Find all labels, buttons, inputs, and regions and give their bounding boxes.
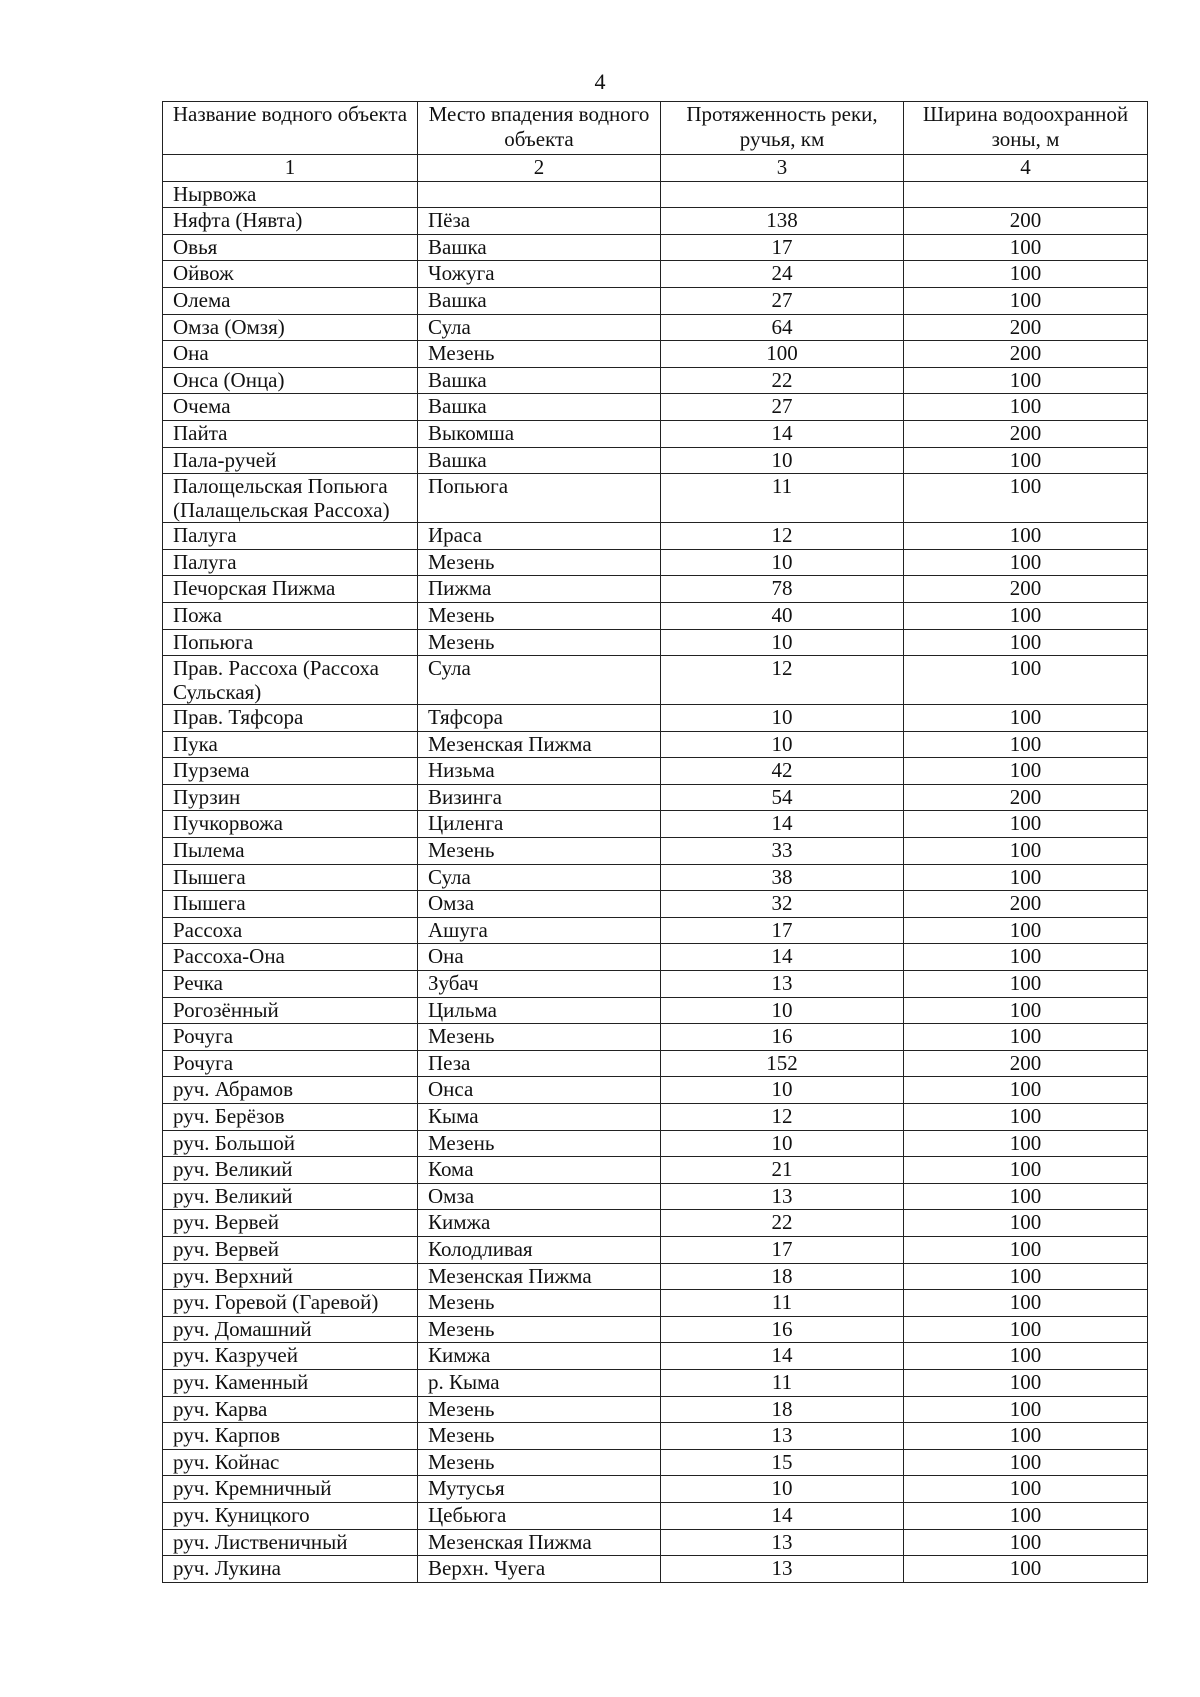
header-water-body-name: Название водного объекта: [163, 102, 418, 155]
cell-water-body-name: руч. Лиственичный: [163, 1529, 418, 1556]
cell-protection-zone-width: 200: [904, 341, 1148, 368]
cell-water-body-name: руч. Большой: [163, 1130, 418, 1157]
table-row: [163, 420, 1148, 447]
cell-protection-zone-width: 100: [904, 917, 1148, 944]
table-row: [163, 864, 1148, 891]
cell-river-length: 54: [661, 784, 904, 811]
cell-confluence-place: Мезень: [418, 629, 661, 656]
table-row: [163, 971, 1148, 998]
table-header-row: [163, 102, 1148, 155]
table-row: [163, 656, 1148, 705]
cell-protection-zone-width: 200: [904, 420, 1148, 447]
cell-protection-zone-width: 100: [904, 1476, 1148, 1503]
cell-confluence-place: Пёза: [418, 208, 661, 235]
header-confluence-place: Место впадения водного объекта: [418, 102, 661, 155]
cell-protection-zone-width: 200: [904, 891, 1148, 918]
cell-protection-zone-width: 100: [904, 1024, 1148, 1051]
cell-confluence-place: Мезень: [418, 1316, 661, 1343]
cell-protection-zone-width: 100: [904, 1449, 1148, 1476]
header-river-length: Протяженность реки, ручья, км: [661, 102, 904, 155]
cell-protection-zone-width: 100: [904, 1369, 1148, 1396]
cell-protection-zone-width: 100: [904, 261, 1148, 288]
table-row: [163, 1024, 1148, 1051]
cell-water-body-name: Пышега: [163, 891, 418, 918]
cell-confluence-place: Тяфсора: [418, 705, 661, 732]
cell-confluence-place: Мезень: [418, 1130, 661, 1157]
table-row: [163, 341, 1148, 368]
cell-water-body-name: руч. Куницкого: [163, 1502, 418, 1529]
cell-water-body-name: руч. Великий: [163, 1157, 418, 1184]
cell-protection-zone-width: 100: [904, 629, 1148, 656]
cell-water-body-name: Очема: [163, 394, 418, 421]
cell-confluence-place: Кома: [418, 1157, 661, 1184]
cell-protection-zone-width: 100: [904, 1263, 1148, 1290]
table-row: [163, 1077, 1148, 1104]
cell-protection-zone-width: 100: [904, 602, 1148, 629]
cell-water-body-name: Рогозённый: [163, 997, 418, 1024]
cell-confluence-place: Выкомша: [418, 420, 661, 447]
cell-protection-zone-width: 100: [904, 1316, 1148, 1343]
cell-water-body-name: руч. Койнас: [163, 1449, 418, 1476]
table-row: [163, 1263, 1148, 1290]
table-row: [163, 784, 1148, 811]
table-row: [163, 394, 1148, 421]
cell-protection-zone-width: 100: [904, 997, 1148, 1024]
column-number-row: [163, 155, 1148, 182]
table-row: [163, 1157, 1148, 1184]
table-row: [163, 523, 1148, 550]
column-number: 2: [418, 155, 661, 182]
cell-river-length: 16: [661, 1024, 904, 1051]
cell-river-length: 18: [661, 1396, 904, 1423]
cell-protection-zone-width: 100: [904, 367, 1148, 394]
cell-confluence-place: Мезенская Пижма: [418, 1263, 661, 1290]
cell-river-length: 17: [661, 234, 904, 261]
header-protection-zone-width: Ширина водоохранной зоны, м: [904, 102, 1148, 155]
cell-river-length: 11: [661, 474, 904, 523]
cell-water-body-name: руч. Вервей: [163, 1236, 418, 1263]
cell-protection-zone-width: 100: [904, 1157, 1148, 1184]
cell-water-body-name: Рассоха-Она: [163, 944, 418, 971]
cell-confluence-place: Попьюга: [418, 474, 661, 523]
cell-confluence-place: Вашка: [418, 394, 661, 421]
cell-river-length: 12: [661, 523, 904, 550]
cell-confluence-place: Вашка: [418, 234, 661, 261]
cell-river-length: 17: [661, 917, 904, 944]
cell-water-body-name: Речка: [163, 971, 418, 998]
cell-water-body-name: Овья: [163, 234, 418, 261]
cell-confluence-place: Мезень: [418, 1449, 661, 1476]
cell-confluence-place: Цебьюга: [418, 1502, 661, 1529]
cell-river-length: 10: [661, 629, 904, 656]
cell-river-length: 14: [661, 1343, 904, 1370]
cell-river-length: 22: [661, 1210, 904, 1237]
table-row: [163, 1502, 1148, 1529]
table-row: [163, 234, 1148, 261]
cell-confluence-place: р. Кыма: [418, 1369, 661, 1396]
cell-water-body-name: Пала-ручей: [163, 447, 418, 474]
cell-confluence-place: Вашка: [418, 367, 661, 394]
cell-river-length: 27: [661, 287, 904, 314]
cell-protection-zone-width: 100: [904, 1343, 1148, 1370]
cell-protection-zone-width: 100: [904, 287, 1148, 314]
table-row: [163, 1343, 1148, 1370]
cell-water-body-name: Рассоха: [163, 917, 418, 944]
cell-protection-zone-width: 100: [904, 1423, 1148, 1450]
cell-confluence-place: Ашуга: [418, 917, 661, 944]
cell-water-body-name: руч. Верхний: [163, 1263, 418, 1290]
cell-water-body-name: Палощельская Попьюга (Палащельская Рассоха): [163, 474, 418, 523]
table-row: [163, 1050, 1148, 1077]
cell-water-body-name: Олема: [163, 287, 418, 314]
cell-water-body-name: Прав. Тяфсора: [163, 705, 418, 732]
cell-river-length: 152: [661, 1050, 904, 1077]
cell-water-body-name: руч. Лукина: [163, 1556, 418, 1583]
cell-river-length: 40: [661, 602, 904, 629]
cell-water-body-name: руч. Карпов: [163, 1423, 418, 1450]
cell-water-body-name: Рочуга: [163, 1050, 418, 1077]
cell-confluence-place: Мезень: [418, 1290, 661, 1317]
cell-confluence-place: Она: [418, 944, 661, 971]
cell-river-length: 14: [661, 1502, 904, 1529]
cell-water-body-name: Няфта (Нявта): [163, 208, 418, 235]
table-row: [163, 1183, 1148, 1210]
cell-protection-zone-width: [904, 181, 1148, 208]
cell-confluence-place: Мезенская Пижма: [418, 731, 661, 758]
cell-confluence-place: Чожуга: [418, 261, 661, 288]
cell-river-length: 15: [661, 1449, 904, 1476]
cell-confluence-place: Ираса: [418, 523, 661, 550]
cell-protection-zone-width: 100: [904, 731, 1148, 758]
table-row: [163, 705, 1148, 732]
cell-confluence-place: Цильма: [418, 997, 661, 1024]
cell-river-length: 10: [661, 549, 904, 576]
cell-protection-zone-width: 100: [904, 758, 1148, 785]
table-row: [163, 1236, 1148, 1263]
cell-river-length: 38: [661, 864, 904, 891]
cell-confluence-place: Кимжа: [418, 1343, 661, 1370]
cell-protection-zone-width: 100: [904, 1556, 1148, 1583]
table-row: [163, 1290, 1148, 1317]
cell-water-body-name: Пожа: [163, 602, 418, 629]
cell-river-length: [661, 181, 904, 208]
cell-river-length: 13: [661, 1556, 904, 1583]
cell-protection-zone-width: 200: [904, 784, 1148, 811]
cell-protection-zone-width: 100: [904, 1529, 1148, 1556]
cell-water-body-name: Палуга: [163, 523, 418, 550]
cell-protection-zone-width: 100: [904, 811, 1148, 838]
cell-river-length: 14: [661, 420, 904, 447]
table-row: [163, 1369, 1148, 1396]
cell-protection-zone-width: 200: [904, 1050, 1148, 1077]
table-row: [163, 944, 1148, 971]
cell-confluence-place: Сула: [418, 656, 661, 705]
cell-water-body-name: руч. Кремничный: [163, 1476, 418, 1503]
cell-river-length: 12: [661, 656, 904, 705]
cell-water-body-name: Пайта: [163, 420, 418, 447]
cell-confluence-place: Мезень: [418, 602, 661, 629]
column-number: 4: [904, 155, 1148, 182]
cell-protection-zone-width: 100: [904, 1236, 1148, 1263]
table-row: [163, 1423, 1148, 1450]
cell-river-length: 10: [661, 997, 904, 1024]
cell-river-length: 10: [661, 1476, 904, 1503]
cell-protection-zone-width: 100: [904, 864, 1148, 891]
cell-confluence-place: Мезень: [418, 838, 661, 865]
cell-water-body-name: Печорская Пижма: [163, 576, 418, 603]
cell-protection-zone-width: 100: [904, 656, 1148, 705]
table-row: [163, 1449, 1148, 1476]
cell-water-body-name: Пука: [163, 731, 418, 758]
cell-protection-zone-width: 100: [904, 549, 1148, 576]
cell-protection-zone-width: 100: [904, 1210, 1148, 1237]
cell-river-length: 13: [661, 971, 904, 998]
cell-protection-zone-width: 100: [904, 234, 1148, 261]
cell-water-body-name: руч. Абрамов: [163, 1077, 418, 1104]
cell-confluence-place: Мезень: [418, 1423, 661, 1450]
cell-confluence-place: Омза: [418, 891, 661, 918]
cell-water-body-name: Рочуга: [163, 1024, 418, 1051]
cell-river-length: 138: [661, 208, 904, 235]
cell-river-length: 42: [661, 758, 904, 785]
cell-confluence-place: Онса: [418, 1077, 661, 1104]
cell-river-length: 22: [661, 367, 904, 394]
cell-river-length: 16: [661, 1316, 904, 1343]
cell-protection-zone-width: 100: [904, 971, 1148, 998]
cell-confluence-place: Кыма: [418, 1104, 661, 1131]
cell-river-length: 10: [661, 1130, 904, 1157]
cell-river-length: 12: [661, 1104, 904, 1131]
table-row: [163, 314, 1148, 341]
cell-protection-zone-width: 100: [904, 474, 1148, 523]
cell-confluence-place: Колодливая: [418, 1236, 661, 1263]
cell-protection-zone-width: 100: [904, 944, 1148, 971]
table-row: [163, 811, 1148, 838]
cell-water-body-name: Палуга: [163, 549, 418, 576]
cell-river-length: 32: [661, 891, 904, 918]
cell-water-body-name: Ойвож: [163, 261, 418, 288]
cell-river-length: 10: [661, 447, 904, 474]
cell-river-length: 13: [661, 1423, 904, 1450]
cell-protection-zone-width: 200: [904, 208, 1148, 235]
table-row: [163, 367, 1148, 394]
cell-river-length: 11: [661, 1369, 904, 1396]
cell-protection-zone-width: 100: [904, 1396, 1148, 1423]
cell-protection-zone-width: 100: [904, 1077, 1148, 1104]
cell-confluence-place: Мезенская Пижма: [418, 1529, 661, 1556]
table-row: [163, 1476, 1148, 1503]
cell-river-length: 21: [661, 1157, 904, 1184]
column-number: 1: [163, 155, 418, 182]
cell-water-body-name: Пурзема: [163, 758, 418, 785]
cell-protection-zone-width: 200: [904, 576, 1148, 603]
cell-protection-zone-width: 100: [904, 523, 1148, 550]
water-bodies-table: [162, 101, 1148, 1583]
cell-water-body-name: Пылема: [163, 838, 418, 865]
cell-river-length: 78: [661, 576, 904, 603]
table-row: [163, 208, 1148, 235]
cell-river-length: 11: [661, 1290, 904, 1317]
cell-river-length: 17: [661, 1236, 904, 1263]
cell-confluence-place: Сула: [418, 314, 661, 341]
cell-water-body-name: Нырвожа: [163, 181, 418, 208]
cell-river-length: 10: [661, 1077, 904, 1104]
table-row: [163, 602, 1148, 629]
table-row: [163, 287, 1148, 314]
cell-river-length: 64: [661, 314, 904, 341]
cell-confluence-place: Визинга: [418, 784, 661, 811]
cell-protection-zone-width: 100: [904, 394, 1148, 421]
cell-river-length: 13: [661, 1529, 904, 1556]
cell-protection-zone-width: 100: [904, 1502, 1148, 1529]
cell-water-body-name: руч. Каменный: [163, 1369, 418, 1396]
cell-water-body-name: Попьюга: [163, 629, 418, 656]
cell-confluence-place: Верхн. Чуега: [418, 1556, 661, 1583]
cell-river-length: 10: [661, 705, 904, 732]
cell-confluence-place: Сула: [418, 864, 661, 891]
table-row: [163, 1396, 1148, 1423]
table-row: [163, 838, 1148, 865]
table-row: [163, 629, 1148, 656]
table-row: [163, 731, 1148, 758]
cell-confluence-place: Мезень: [418, 1396, 661, 1423]
cell-confluence-place: Мутусья: [418, 1476, 661, 1503]
cell-confluence-place: Мезень: [418, 1024, 661, 1051]
table-row: [163, 1316, 1148, 1343]
cell-confluence-place: Кимжа: [418, 1210, 661, 1237]
cell-water-body-name: руч. Берёзов: [163, 1104, 418, 1131]
cell-water-body-name: руч. Казручей: [163, 1343, 418, 1370]
table-row: [163, 549, 1148, 576]
table-row: [163, 891, 1148, 918]
cell-confluence-place: Вашка: [418, 287, 661, 314]
cell-water-body-name: Пучкорвожа: [163, 811, 418, 838]
cell-river-length: 18: [661, 1263, 904, 1290]
table-row: [163, 1130, 1148, 1157]
table-row: [163, 1529, 1148, 1556]
cell-confluence-place: Пеза: [418, 1050, 661, 1077]
cell-water-body-name: Онса (Онца): [163, 367, 418, 394]
cell-river-length: 24: [661, 261, 904, 288]
table-row: [163, 1556, 1148, 1583]
cell-water-body-name: руч. Карва: [163, 1396, 418, 1423]
cell-confluence-place: Низьма: [418, 758, 661, 785]
cell-protection-zone-width: 100: [904, 1290, 1148, 1317]
cell-water-body-name: руч. Великий: [163, 1183, 418, 1210]
cell-confluence-place: [418, 181, 661, 208]
cell-water-body-name: руч. Горевой (Гаревой): [163, 1290, 418, 1317]
table-row: [163, 447, 1148, 474]
cell-confluence-place: Пижма: [418, 576, 661, 603]
table-row: [163, 758, 1148, 785]
cell-river-length: 14: [661, 944, 904, 971]
cell-water-body-name: Пышега: [163, 864, 418, 891]
cell-river-length: 10: [661, 731, 904, 758]
table-row: [163, 474, 1148, 523]
cell-water-body-name: Омза (Омзя): [163, 314, 418, 341]
table-row: [163, 576, 1148, 603]
cell-protection-zone-width: 100: [904, 1130, 1148, 1157]
table-row: [163, 261, 1148, 288]
column-number: 3: [661, 155, 904, 182]
cell-protection-zone-width: 100: [904, 1183, 1148, 1210]
table-row: [163, 997, 1148, 1024]
cell-water-body-name: Пурзин: [163, 784, 418, 811]
cell-confluence-place: Мезень: [418, 341, 661, 368]
cell-water-body-name: Она: [163, 341, 418, 368]
cell-water-body-name: руч. Домашний: [163, 1316, 418, 1343]
cell-river-length: 13: [661, 1183, 904, 1210]
page-number: 4: [594, 69, 606, 94]
cell-river-length: 33: [661, 838, 904, 865]
cell-protection-zone-width: 100: [904, 1104, 1148, 1131]
cell-protection-zone-width: 100: [904, 705, 1148, 732]
cell-confluence-place: Вашка: [418, 447, 661, 474]
table-row: [163, 917, 1148, 944]
cell-confluence-place: Омза: [418, 1183, 661, 1210]
cell-river-length: 27: [661, 394, 904, 421]
table-row: [163, 181, 1148, 208]
table-row: [163, 1104, 1148, 1131]
cell-confluence-place: Зубач: [418, 971, 661, 998]
cell-protection-zone-width: 100: [904, 447, 1148, 474]
cell-river-length: 14: [661, 811, 904, 838]
cell-confluence-place: Циленга: [418, 811, 661, 838]
cell-confluence-place: Мезень: [418, 549, 661, 576]
cell-river-length: 100: [661, 341, 904, 368]
cell-water-body-name: Прав. Рассоха (Рассоха Сульская): [163, 656, 418, 705]
cell-protection-zone-width: 100: [904, 838, 1148, 865]
cell-water-body-name: руч. Вервей: [163, 1210, 418, 1237]
table-row: [163, 1210, 1148, 1237]
cell-protection-zone-width: 200: [904, 314, 1148, 341]
